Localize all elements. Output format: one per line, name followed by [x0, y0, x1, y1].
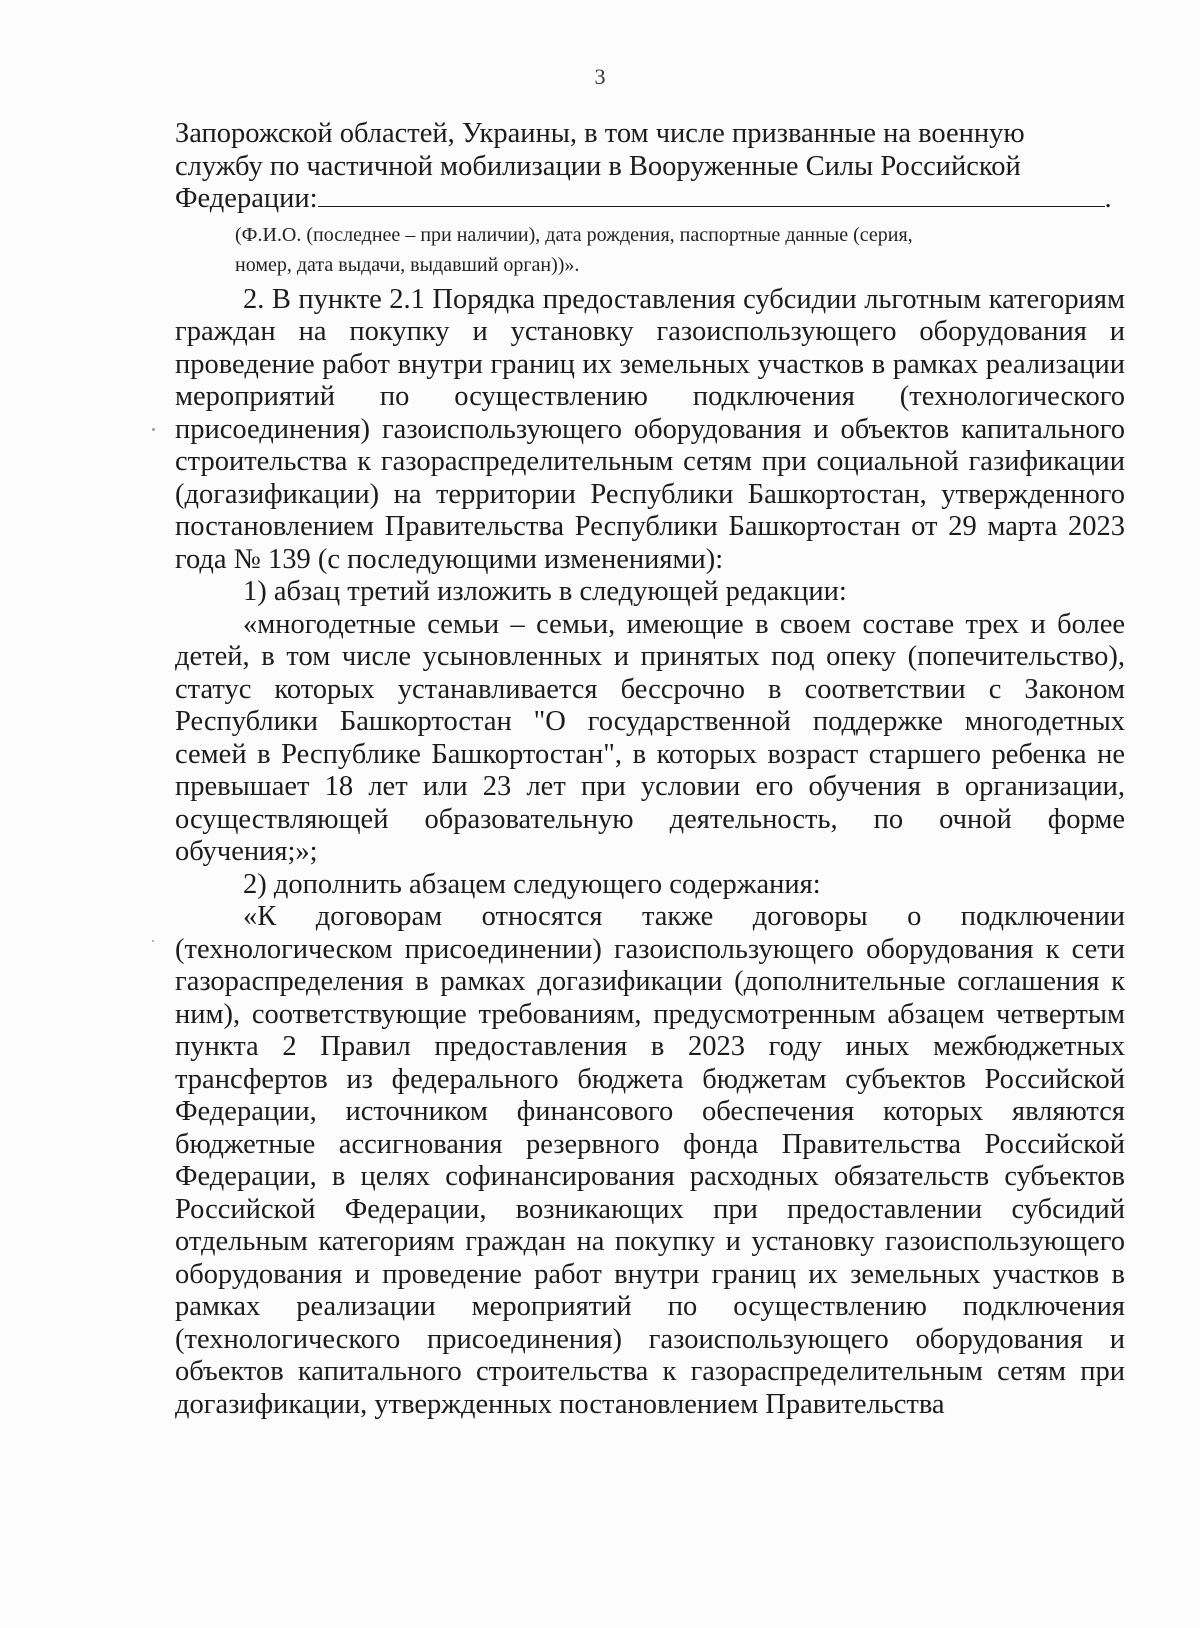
- paragraph-subitem-1: 1) абзац третий изложить в следующей редакции:: [243, 576, 847, 607]
- caption-line: номер, дата выдачи, выдавший орган))».: [235, 253, 580, 276]
- paragraph-line: службу по частичной мобилизации в Вооруженные Силы Российской: [175, 150, 1021, 182]
- scan-speck: [152, 428, 155, 431]
- signature-blank-line: [175, 183, 1125, 216]
- blank-end: .: [1104, 183, 1112, 214]
- fill-in-blank: [318, 205, 1105, 207]
- caption-line: (Ф.И.О. (последнее – при наличии), дата рождения, паспортные данные (серия,: [235, 223, 913, 246]
- document-body: [175, 118, 1125, 1421]
- blank-label: Федерации:: [175, 183, 318, 214]
- page-number: 3: [594, 64, 606, 89]
- paragraph-quoted-addition: «К договорам относятся также договоры о подключении (технологическом присоединении) газоиспользующего оборудования к сети газораспределения в рамках догазификации (дополнительные соглашения к ним), соответствующие требованиям, предусмотренным абзацем четвертым пункта 2 Правил предоставления в 2023 году иных межбюджетных трансфертов из федерального бюджета бюджетам субъектов Российской Федерации, источником финансового обеспечения которых являются бюджетные ассигнования резервного фонда Правительства Российской Федерации, в целях софинансирования расходных обязательств субъектов Российской Федерации, возникающих при предоставлении субсидий отдельным категориям граждан на покупку и установку газоиспользующего оборудования и проведение работ внутри границ их земельных участков в рамках реализации мероприятий по осуществлению подключения (технологического присоединения) газоиспользующего оборудования и объектов капитального строительства к газораспределительным сетям при догазификации, утвержденных постановлением Правительства: [175, 901, 1125, 1420]
- scan-speck: [152, 940, 154, 942]
- field-caption: [175, 220, 1125, 280]
- paragraph-amendment-2: 2. В пункте 2.1 Порядка предоставления субсидии льготным категориям граждан на покупку и установку газоиспользующего оборудования и проведение работ внутри границ их земельных участков в рамках реализации мероприятий по осуществлению подключения (технологического присоединения) газоиспользующего оборудования и объектов капитального строительства к газораспределительным сетям при социальной газификации (догазификации) на территории Республики Башкортостан, утвержденного постановлением Правительства Республики Башкортостан от 29 марта 2023 года № 139 (с последующими изменениями):: [175, 283, 1125, 575]
- paragraph-subitem-2: 2) дополнить абзацем следующего содержания:: [243, 868, 821, 900]
- paragraph-line: Запорожской областей, Украины, в том числе призванные на военную: [175, 118, 1025, 149]
- paragraph-quoted-definition: «многодетные семьи – семьи, имеющие в своем составе трех и более детей, в том числе усыновленных и принятых под опеку (попечительство), статус которых устанавливается бессрочно в соответствии с Законом Республики Башкортостан "О государственной поддержке многодетных семей в Республике Башкортостан", в которых возраст старшего ребенка не превышает 18 лет или 23 лет при условии его обучения в организации, осуществляющей образовательную деятельность, по очной форме обучения;»;: [175, 608, 1125, 867]
